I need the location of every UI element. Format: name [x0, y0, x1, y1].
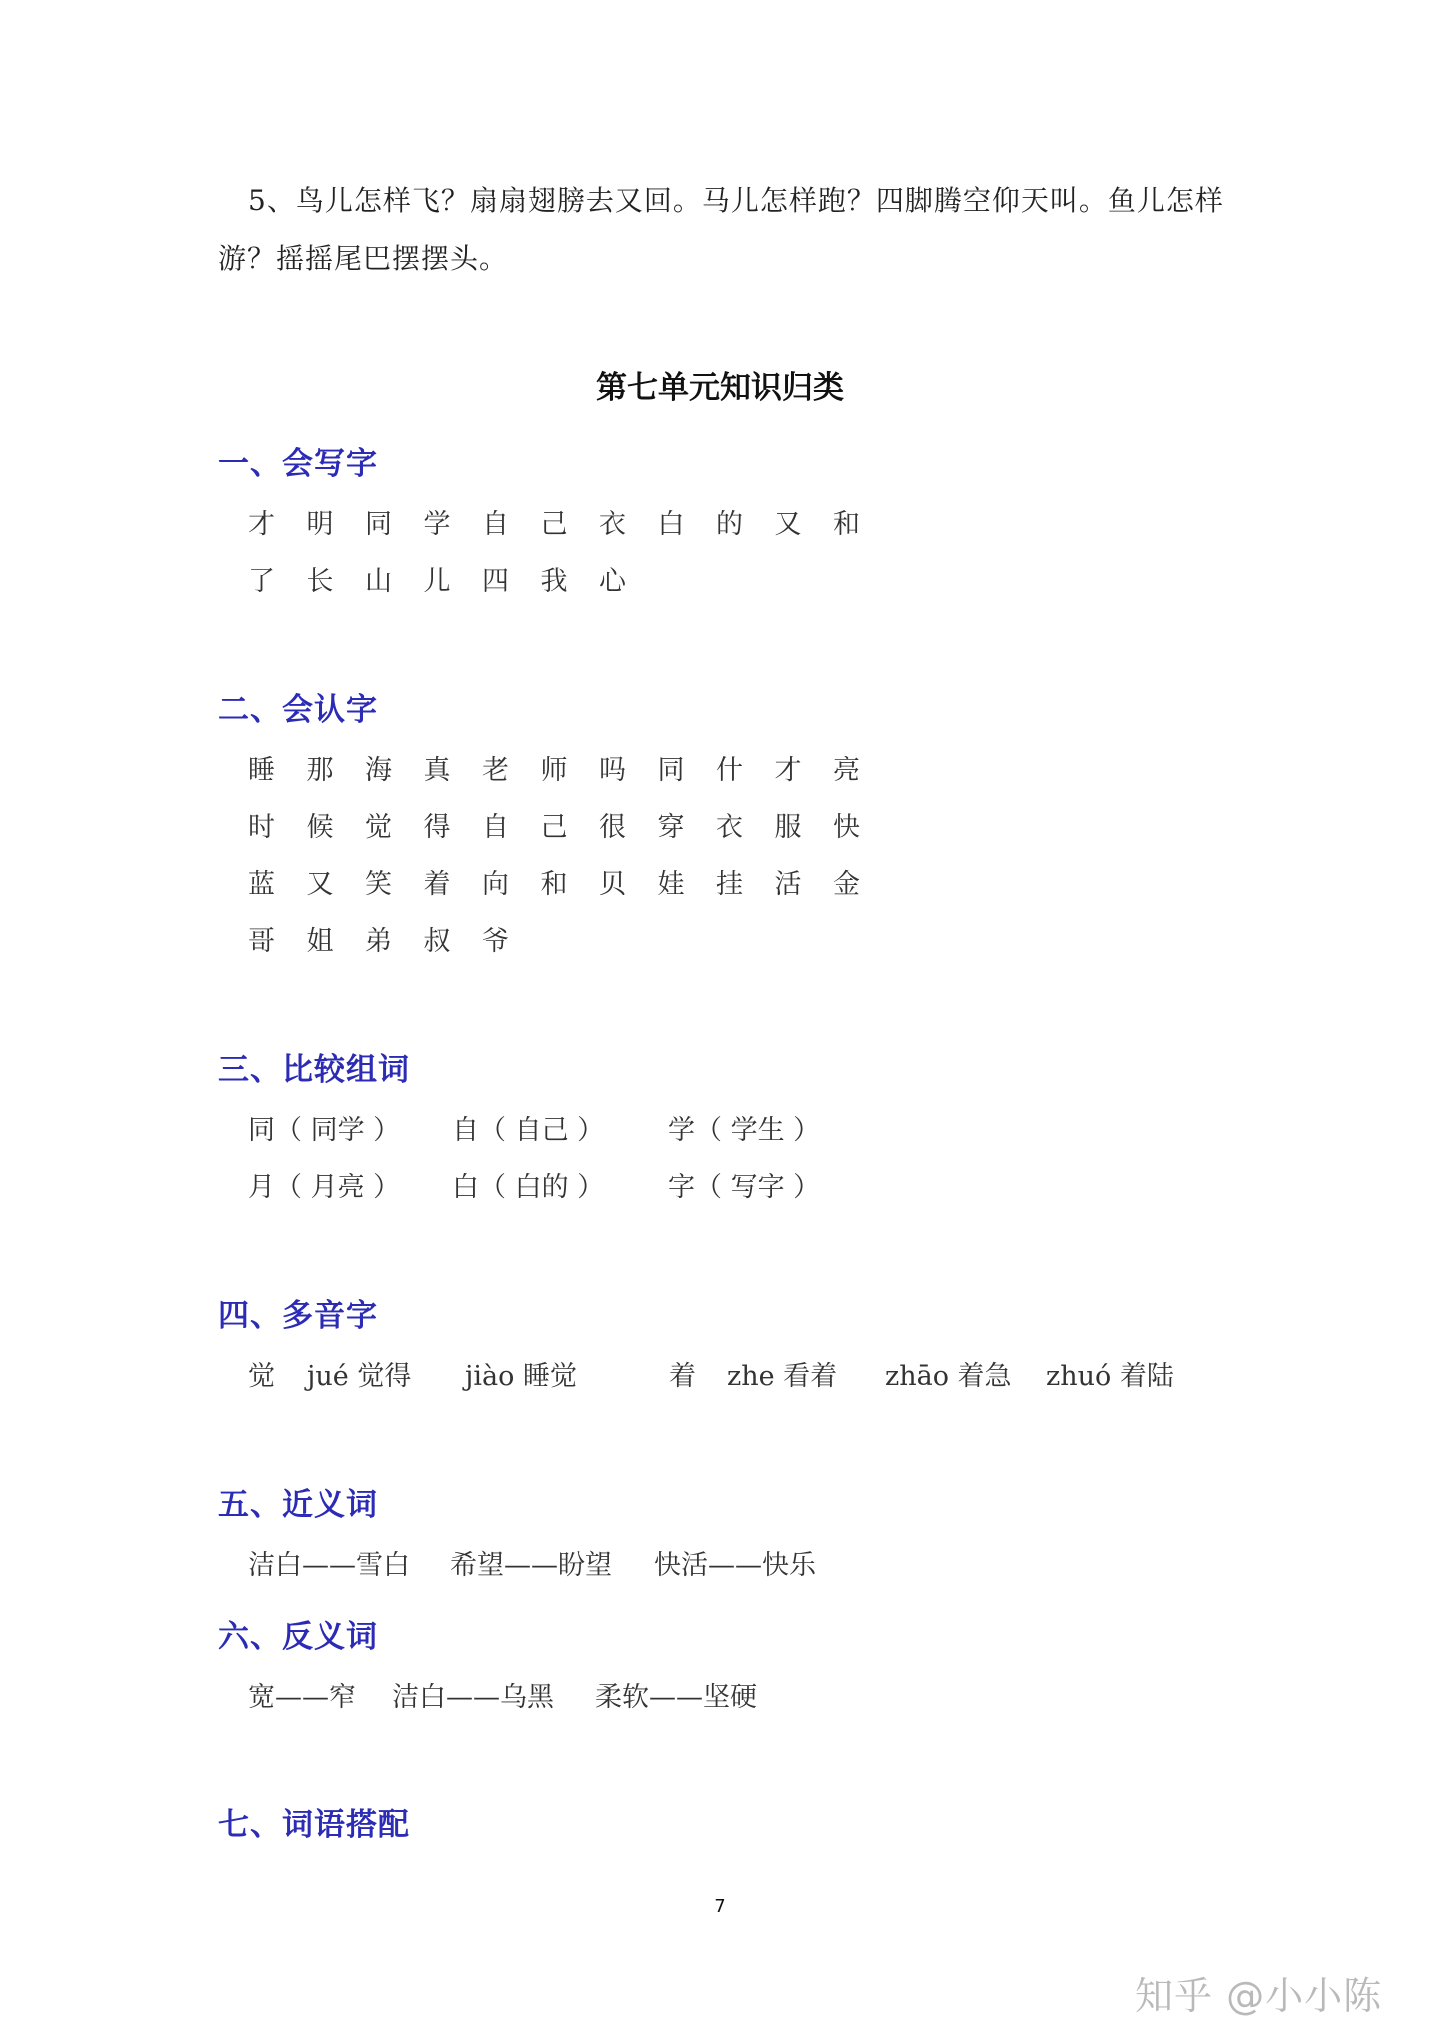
char: 师 [540, 755, 568, 786]
char: 很 [599, 812, 626, 843]
intro-paragraph [218, 172, 1228, 288]
recognize-char-row-1 [248, 751, 892, 791]
char: 了 [248, 566, 275, 597]
char: 得 [423, 812, 451, 843]
polyphone-char: 着 [669, 1361, 696, 1392]
section-heading-antonyms: 六、反义词 [218, 1619, 378, 1655]
compare-word: 字（ 写字 ） [668, 1172, 821, 1203]
intro-number: 5、 [248, 184, 296, 217]
page-number: 7 [714, 1896, 726, 1917]
char: 爷 [482, 926, 509, 957]
char: 山 [365, 566, 392, 597]
char: 活 [774, 869, 802, 900]
antonym-pair: 柔软——坚硬 [595, 1682, 757, 1713]
compare-word: 学（ 学生 ） [668, 1115, 821, 1146]
char: 的 [716, 509, 743, 540]
char: 又 [306, 869, 334, 900]
char: 服 [774, 812, 802, 843]
polyphone-char: 觉 [248, 1361, 275, 1392]
recognize-char-row-4 [248, 922, 541, 962]
char: 海 [365, 755, 392, 786]
char: 学 [423, 509, 451, 540]
char: 着 [423, 869, 451, 900]
char: 四 [482, 566, 509, 597]
char: 自 [482, 509, 509, 540]
char: 又 [774, 509, 802, 540]
antonym-pair: 洁白——乌黑 [392, 1682, 554, 1713]
char: 贝 [599, 869, 626, 900]
char: 弟 [365, 926, 392, 957]
section-heading-recognize: 二、会认字 [218, 692, 378, 728]
char: 向 [482, 869, 509, 900]
char: 同 [657, 755, 685, 786]
char: 亮 [833, 755, 860, 786]
char: 娃 [657, 869, 685, 900]
char: 心 [599, 566, 626, 597]
synonym-pair: 希望——盼望 [450, 1550, 612, 1581]
char: 和 [540, 869, 568, 900]
synonym-pair: 洁白——雪白 [248, 1550, 410, 1581]
polyphone-reading: jiào 睡觉 [465, 1361, 577, 1392]
char: 时 [248, 812, 275, 843]
char: 真 [423, 755, 451, 786]
char: 同 [365, 509, 392, 540]
char: 自 [482, 812, 509, 843]
char: 才 [248, 509, 275, 540]
char: 老 [482, 755, 509, 786]
char: 觉 [365, 812, 392, 843]
char: 我 [540, 566, 568, 597]
char: 才 [774, 755, 802, 786]
char: 衣 [599, 509, 626, 540]
section-heading-collocation: 七、词语搭配 [218, 1807, 410, 1843]
compare-word: 自（ 自己 ） [452, 1115, 605, 1146]
recognize-char-row-2 [248, 808, 892, 848]
polyphone-reading: zhuó 着陆 [1046, 1361, 1174, 1392]
write-char-row-1 [248, 505, 892, 545]
synonym-pair: 快活——快乐 [654, 1550, 816, 1581]
char: 己 [540, 509, 568, 540]
char: 什 [716, 755, 743, 786]
char: 姐 [306, 926, 334, 957]
antonym-pair: 宽——窄 [248, 1682, 356, 1713]
char: 笑 [365, 869, 392, 900]
page-title: 第七单元知识归类 [596, 370, 844, 406]
char: 叔 [423, 926, 451, 957]
char: 哥 [248, 926, 275, 957]
polyphone-reading: jué 觉得 [307, 1361, 412, 1392]
char: 衣 [716, 812, 743, 843]
char: 金 [833, 869, 860, 900]
char: 挂 [716, 869, 743, 900]
compare-word: 月（ 月亮 ） [248, 1172, 401, 1203]
char: 和 [833, 509, 860, 540]
char: 睡 [248, 755, 275, 786]
char: 己 [540, 812, 568, 843]
compare-word: 同（ 同学 ） [248, 1115, 401, 1146]
char: 快 [833, 812, 860, 843]
char: 儿 [423, 566, 451, 597]
char: 明 [306, 509, 334, 540]
polyphone-reading: zhāo 着急 [885, 1361, 1012, 1392]
section-heading-write: 一、会写字 [218, 446, 378, 482]
polyphone-reading: zhe 看着 [727, 1361, 838, 1392]
section-heading-compare: 三、比较组词 [218, 1052, 410, 1088]
char: 蓝 [248, 869, 275, 900]
compare-word: 白（ 白的 ） [452, 1172, 605, 1203]
section-heading-polyphone: 四、多音字 [218, 1298, 378, 1334]
write-char-row-2 [248, 562, 658, 602]
char: 白 [657, 509, 685, 540]
recognize-char-row-3 [248, 865, 892, 905]
watermark: 知乎 @小小陈 [1135, 1974, 1383, 2018]
section-heading-synonyms: 五、近义词 [218, 1487, 378, 1523]
char: 候 [306, 812, 334, 843]
char: 长 [306, 566, 334, 597]
char: 那 [306, 755, 334, 786]
intro-text: 鸟儿怎样飞？扇扇翅膀去又回。马儿怎样跑？四脚腾空仰天叫。鱼儿怎样游？摇摇尾巴摆摆头。 [218, 184, 1224, 275]
char: 穿 [657, 812, 685, 843]
char: 吗 [599, 755, 626, 786]
